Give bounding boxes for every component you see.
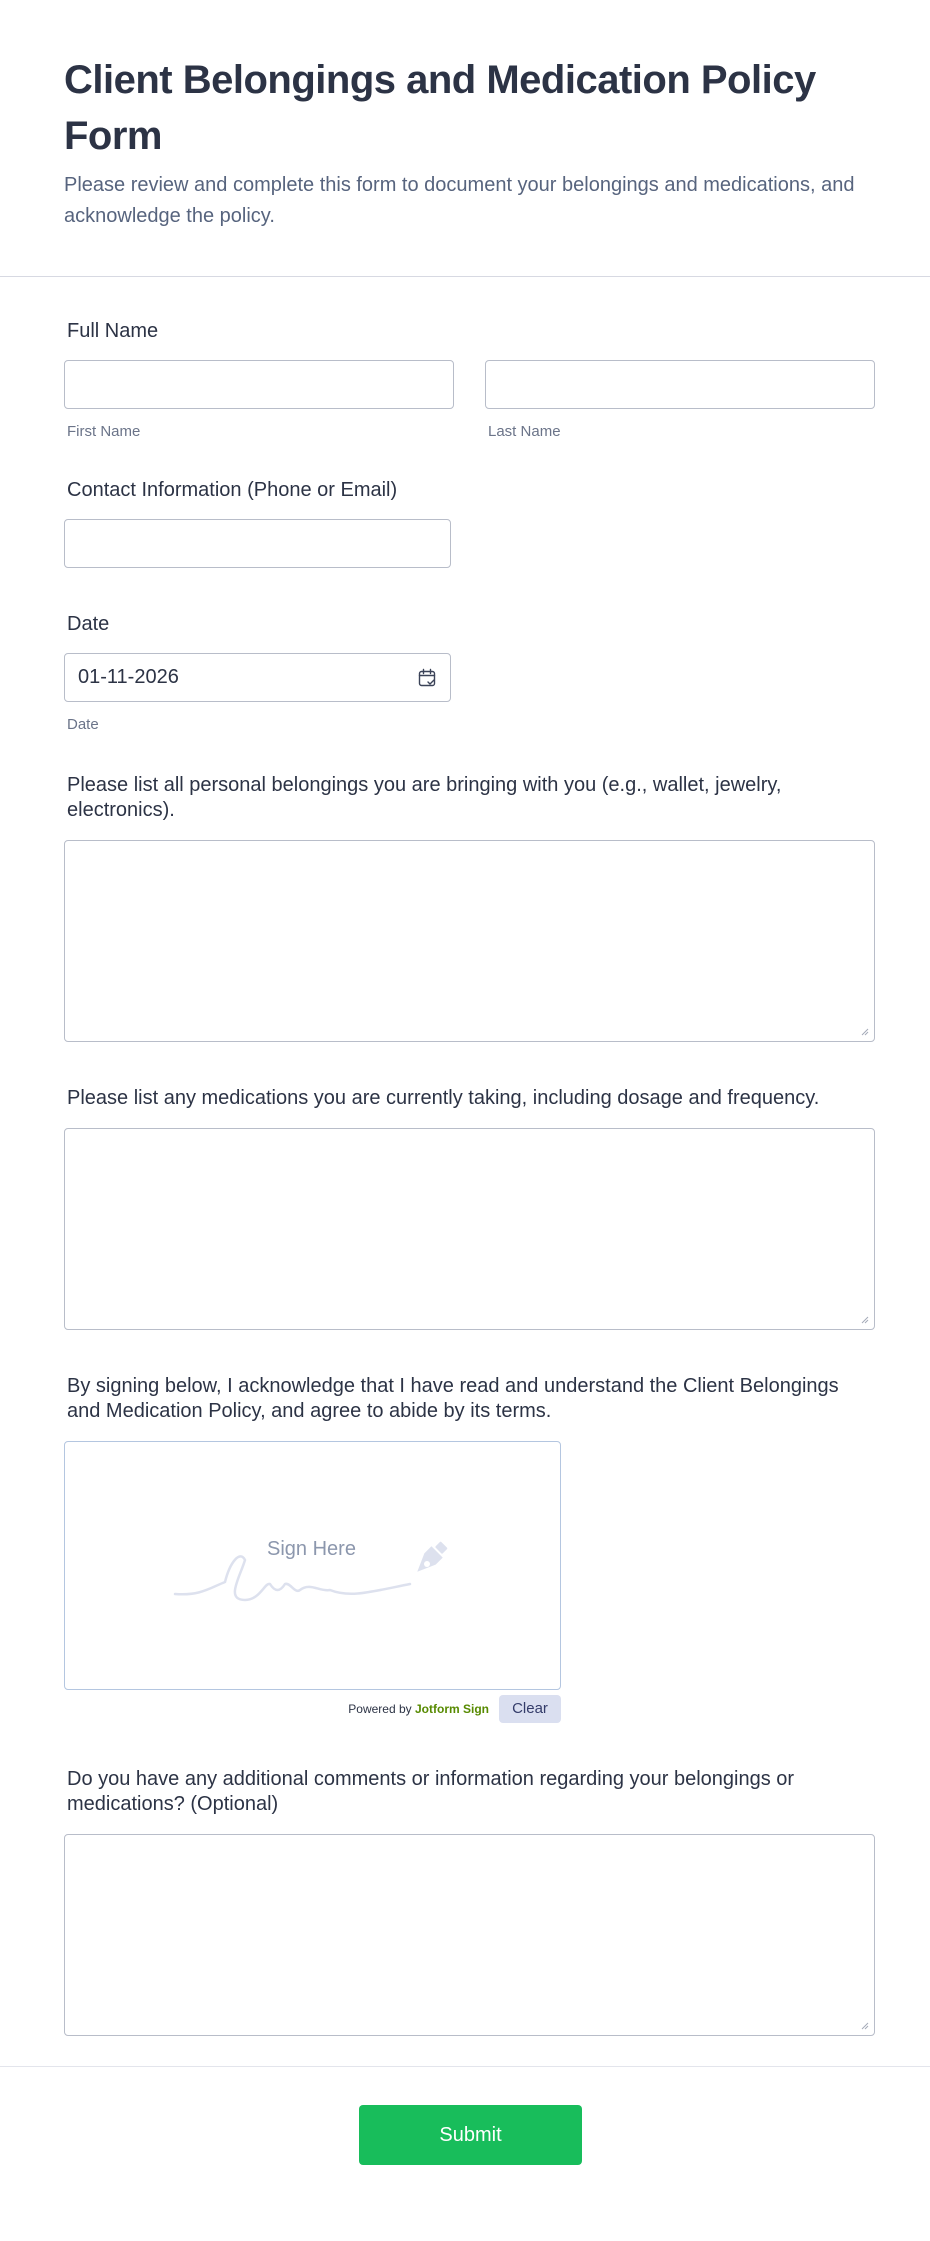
medications-question	[64, 1086, 875, 1330]
sign-here-placeholder: Sign Here	[267, 1538, 356, 1560]
date-sublabel: Date	[67, 716, 99, 733]
contact-label: Contact Information (Phone or Email)	[67, 479, 398, 501]
jotform-sign-brand: Jotform Sign	[415, 1702, 489, 1716]
clear-signature-button[interactable]: Clear	[499, 1695, 561, 1723]
resize-handle-icon[interactable]	[861, 2022, 869, 2030]
signature-pad[interactable]	[64, 1441, 561, 1690]
powered-by-text	[348, 1702, 489, 1716]
first-name-column	[64, 360, 454, 440]
calendar-icon[interactable]	[418, 668, 436, 688]
last-name-column	[485, 360, 875, 440]
comments-question	[64, 1767, 875, 2036]
belongings-label: Please list all personal belongings you are bringing with you (e.g., wallet, jewelry, electronics).	[67, 774, 782, 821]
contact-question	[64, 478, 875, 568]
resize-handle-icon[interactable]	[861, 1316, 869, 1324]
pen-nib-icon	[408, 1537, 453, 1582]
date-label: Date	[67, 613, 110, 635]
full-name-row	[64, 360, 875, 440]
signature-label: By signing below, I acknowledge that I have read and understand the Client Belongings and Medication Policy, and agree to abide by its terms.	[67, 1375, 839, 1422]
full-name-label: Full Name	[67, 320, 159, 342]
first-name-sublabel: First Name	[67, 423, 141, 440]
belongings-question	[64, 773, 875, 1042]
belongings-textarea[interactable]	[64, 840, 875, 1042]
form-footer	[0, 2066, 930, 2204]
powered-by-label: Powered by	[348, 1702, 412, 1716]
form-header	[0, 0, 930, 277]
resize-handle-icon[interactable]	[861, 1028, 869, 1036]
comments-label: Do you have any additional comments or information regarding your belongings or medications? (Optional)	[67, 1768, 795, 1815]
comments-textarea[interactable]	[64, 1834, 875, 2036]
date-value: 01-11-2026	[78, 666, 179, 688]
submit-button[interactable]: Submit	[359, 2105, 582, 2165]
date-input[interactable]	[64, 653, 451, 702]
medications-label: Please list any medications you are currently taking, including dosage and frequency.	[67, 1087, 820, 1109]
first-name-input[interactable]	[64, 360, 454, 409]
page-subtitle: Please review and complete this form to document your belongings and medications, and acknowledge the policy.	[64, 174, 855, 227]
last-name-sublabel: Last Name	[488, 423, 561, 440]
signature-question	[64, 1374, 875, 1723]
date-question	[64, 612, 875, 733]
signature-footer	[64, 1695, 561, 1723]
full-name-question	[64, 319, 875, 440]
form-body	[0, 319, 930, 2036]
medications-textarea[interactable]	[64, 1128, 875, 1330]
page-title: Client Belongings and Medication Policy Form	[64, 58, 816, 158]
last-name-input[interactable]	[485, 360, 875, 409]
contact-input[interactable]	[64, 519, 451, 568]
